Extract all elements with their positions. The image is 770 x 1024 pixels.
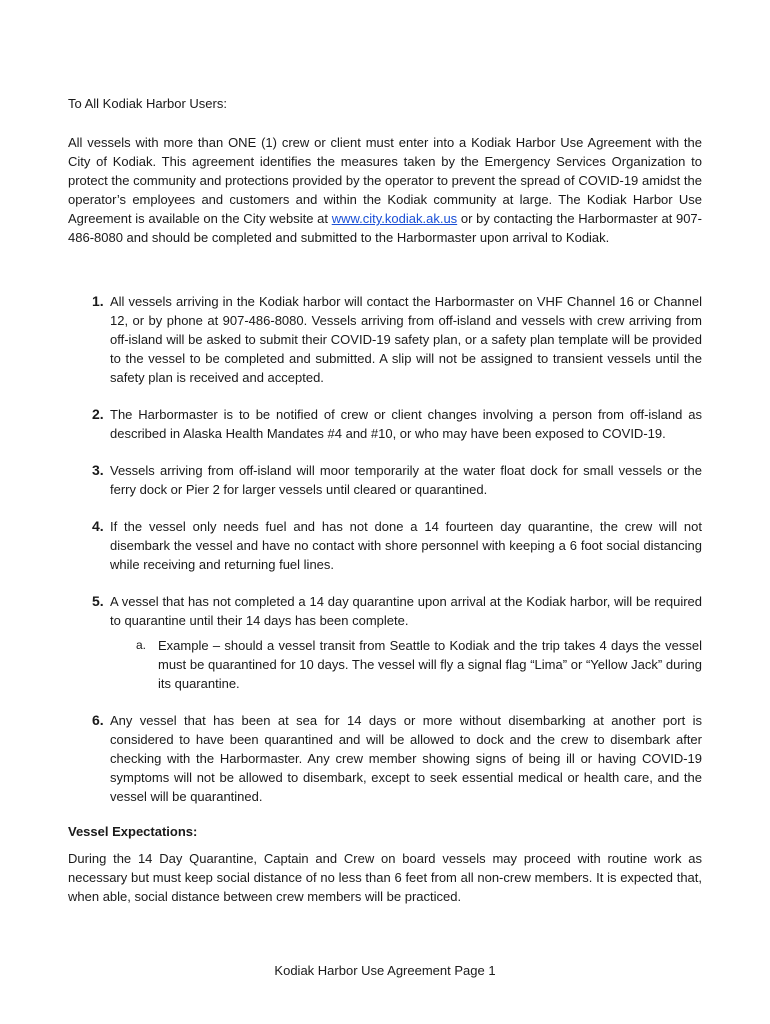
list-item bbox=[68, 517, 702, 574]
page-footer: Kodiak Harbor Use Agreement Page 1 bbox=[274, 963, 496, 978]
numbered-list bbox=[68, 292, 702, 824]
list-item-number: 4. bbox=[92, 518, 104, 534]
list-item bbox=[68, 461, 702, 499]
list-item bbox=[68, 711, 702, 806]
intro-text-part1: All vessels with more than ONE (1) crew or client must enter into a Kodiak Harbor Use Agreement with the City of Kodiak. This agreement identifies the measures taken by the Emergency Services Organization to protect the community and protections provided by the operator to prevent the spread of COVID-19 amidst the operator’s employees and customers and within the Kodiak community at large. The Kodiak Harbor Use Agreement is available on the City website at bbox=[68, 135, 702, 226]
list-item bbox=[68, 405, 702, 443]
list-item-text: The Harbormaster is to be notified of crew or client changes involving a person from off-island as described in Alaska Health Mandates #4 and #10, or who may have been exposed to COVID-19. bbox=[110, 407, 702, 441]
list-item bbox=[68, 592, 702, 693]
list-item-text: Vessels arriving from off-island will moor temporarily at the water float dock for small vessels or the ferry dock or Pier 2 for larger vessels until cleared or quarantined. bbox=[110, 463, 702, 497]
vessel-expectations-paragraph: During the 14 Day Quarantine, Captain and Crew on board vessels may proceed with routine work as necessary but must keep social distance of no less than 6 feet from all non-crew members. It is expected that, when able, social distance between crew members will be practiced. bbox=[68, 851, 702, 904]
vessel-expectations-heading: Vessel Expectations: bbox=[68, 824, 198, 839]
sub-list-item-letter: a. bbox=[136, 638, 147, 652]
list-item bbox=[68, 292, 702, 387]
salutation: To All Kodiak Harbor Users: bbox=[68, 96, 227, 111]
list-item-number: 2. bbox=[92, 406, 104, 422]
city-website-link[interactable]: www.city.kodiak.ak.us bbox=[331, 211, 458, 226]
list-item-text: If the vessel only needs fuel and has not done a 14 fourteen day quarantine, the crew will not disembark the vessel and have no contact with shore personnel with keeping a 6 foot social distancing while receiving and returning fuel lines. bbox=[110, 519, 702, 572]
intro-paragraph bbox=[68, 133, 702, 247]
sub-list-item-text: Example – should a vessel transit from Seattle to Kodiak and the trip takes 4 days the vessel must be quarantined for 10 days. The vessel will fly a signal flag “Lima” or “Yellow Jack” during its quarantine. bbox=[158, 638, 702, 691]
list-item-number: 6. bbox=[92, 712, 104, 728]
list-item-text: Any vessel that has been at sea for 14 days or more without disembarking at another port is considered to have been quarantined and will be allowed to dock and the crew to disembark after checking with the Harbormaster. Any crew member showing signs of being ill or having COVID-19 symptoms will not be allowed to disembark, except to seek essential medical or health care, and the vessel will be quarantined. bbox=[110, 713, 702, 804]
list-item-number: 1. bbox=[92, 293, 104, 309]
list-item-text: A vessel that has not completed a 14 day quarantine upon arrival at the Kodiak harbor, will be required to quarantine until their 14 days has been complete. bbox=[110, 594, 702, 628]
intro-text-part2: or by contacting the Harbormaster at 907-486-8080 and should be completed and submitted to the Harbormaster upon arrival to Kodiak. bbox=[68, 211, 702, 245]
list-item-text: All vessels arriving in the Kodiak harbor will contact the Harbormaster on VHF Channel 16 or Channel 12, or by phone at 907-486-8080. Vessels arriving from off-island and vessels with crew arriving from off-island will be asked to submit their COVID-19 safety plan, or a safety plan template will be provided to the vessel to be completed and submitted. A slip will not be assigned to transient vessels until the safety plan is received and accepted. bbox=[110, 294, 702, 385]
list-item-number: 5. bbox=[92, 593, 104, 609]
list-item-number: 3. bbox=[92, 462, 104, 478]
sub-list-item bbox=[110, 636, 702, 693]
